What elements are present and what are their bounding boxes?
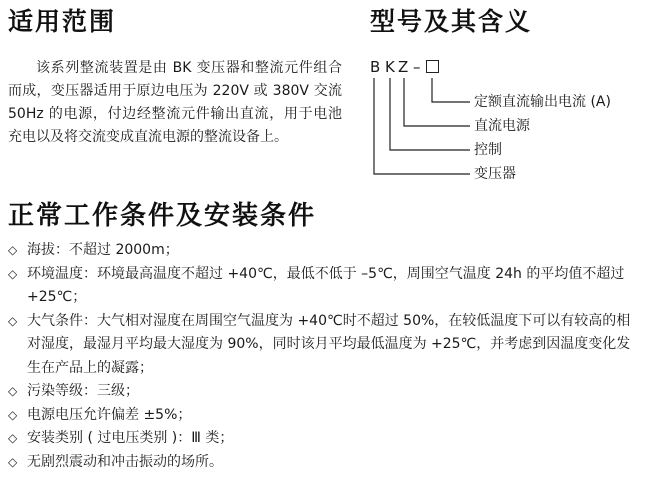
- condition-voltage-tolerance: [8, 404, 644, 428]
- condition-vibration: [8, 451, 644, 475]
- meaning-rated-current: 定额直流输出电流 (A): [474, 94, 611, 110]
- meaning-transformer: 变压器: [474, 166, 516, 182]
- code-letter-b: B: [370, 58, 381, 76]
- diamond-bullet-icon: ◇: [8, 407, 18, 422]
- condition-text: 海拔：不超过 2000m；: [27, 242, 179, 258]
- scope-description: 该系列整流装置是由 BK 变压器和整流元件组合而成，变压器适用于原边电压为 220V 或 380V 交流 50Hz 的电源，付边经整流元件输出直流，用于电池充电以及将交流变成直流电源的整流设备上。: [8, 60, 342, 145]
- condition-text: 电源电压允许偏差 ±5%；: [27, 406, 192, 423]
- diamond-bullet-icon: ◇: [8, 384, 18, 398]
- diamond-bullet-icon: ◇: [8, 266, 18, 281]
- meaning-control: 控制: [474, 142, 502, 158]
- diamond-bullet-icon: ◇: [8, 243, 18, 257]
- condition-installation-category: [8, 427, 644, 451]
- condition-text: 污染等级：三级；: [27, 383, 139, 399]
- condition-text: 无剧烈震动和冲击振动的场所。: [27, 453, 223, 470]
- code-letter-z: Z: [398, 58, 409, 76]
- condition-text: 安装类别 ( 过电压类别 )：Ⅲ 类；: [27, 430, 234, 446]
- meaning-dc-power: 直流电源: [474, 118, 530, 134]
- condition-ambient-temperature: [8, 263, 644, 310]
- model-heading: 型号及其含义: [370, 7, 533, 36]
- condition-text: 大气条件：大气相对湿度在周围空气温度为 +40℃时不超过 50%，在较低温度下可以有较高的相对湿度，最湿月平均最大湿度为 90%，同时该月平均最低温度为 +25℃，并考虑到因温度变化发生在产品上的凝露；: [27, 312, 631, 376]
- diamond-bullet-icon: ◇: [8, 313, 18, 328]
- condition-text: 环境温度：环境最高温度不超过 +40℃，最低不低于 –5℃，周围空气温度 24h 的平均值不超过 +25℃；: [27, 265, 625, 305]
- bracket-line-current: [432, 78, 470, 102]
- code-letter-k: K: [385, 58, 395, 76]
- diamond-bullet-icon: ◇: [8, 431, 18, 445]
- condition-pollution-level: [8, 380, 644, 404]
- diamond-bullet-icon: ◇: [8, 454, 18, 469]
- bracket-line-control: [390, 78, 470, 150]
- conditions-list: [8, 239, 644, 474]
- conditions-heading: 正常工作条件及安装条件: [8, 201, 317, 231]
- condition-atmosphere: [8, 310, 644, 381]
- scope-heading: 适用范围: [8, 7, 117, 36]
- condition-altitude: [8, 239, 644, 263]
- code-dash: –: [413, 58, 421, 76]
